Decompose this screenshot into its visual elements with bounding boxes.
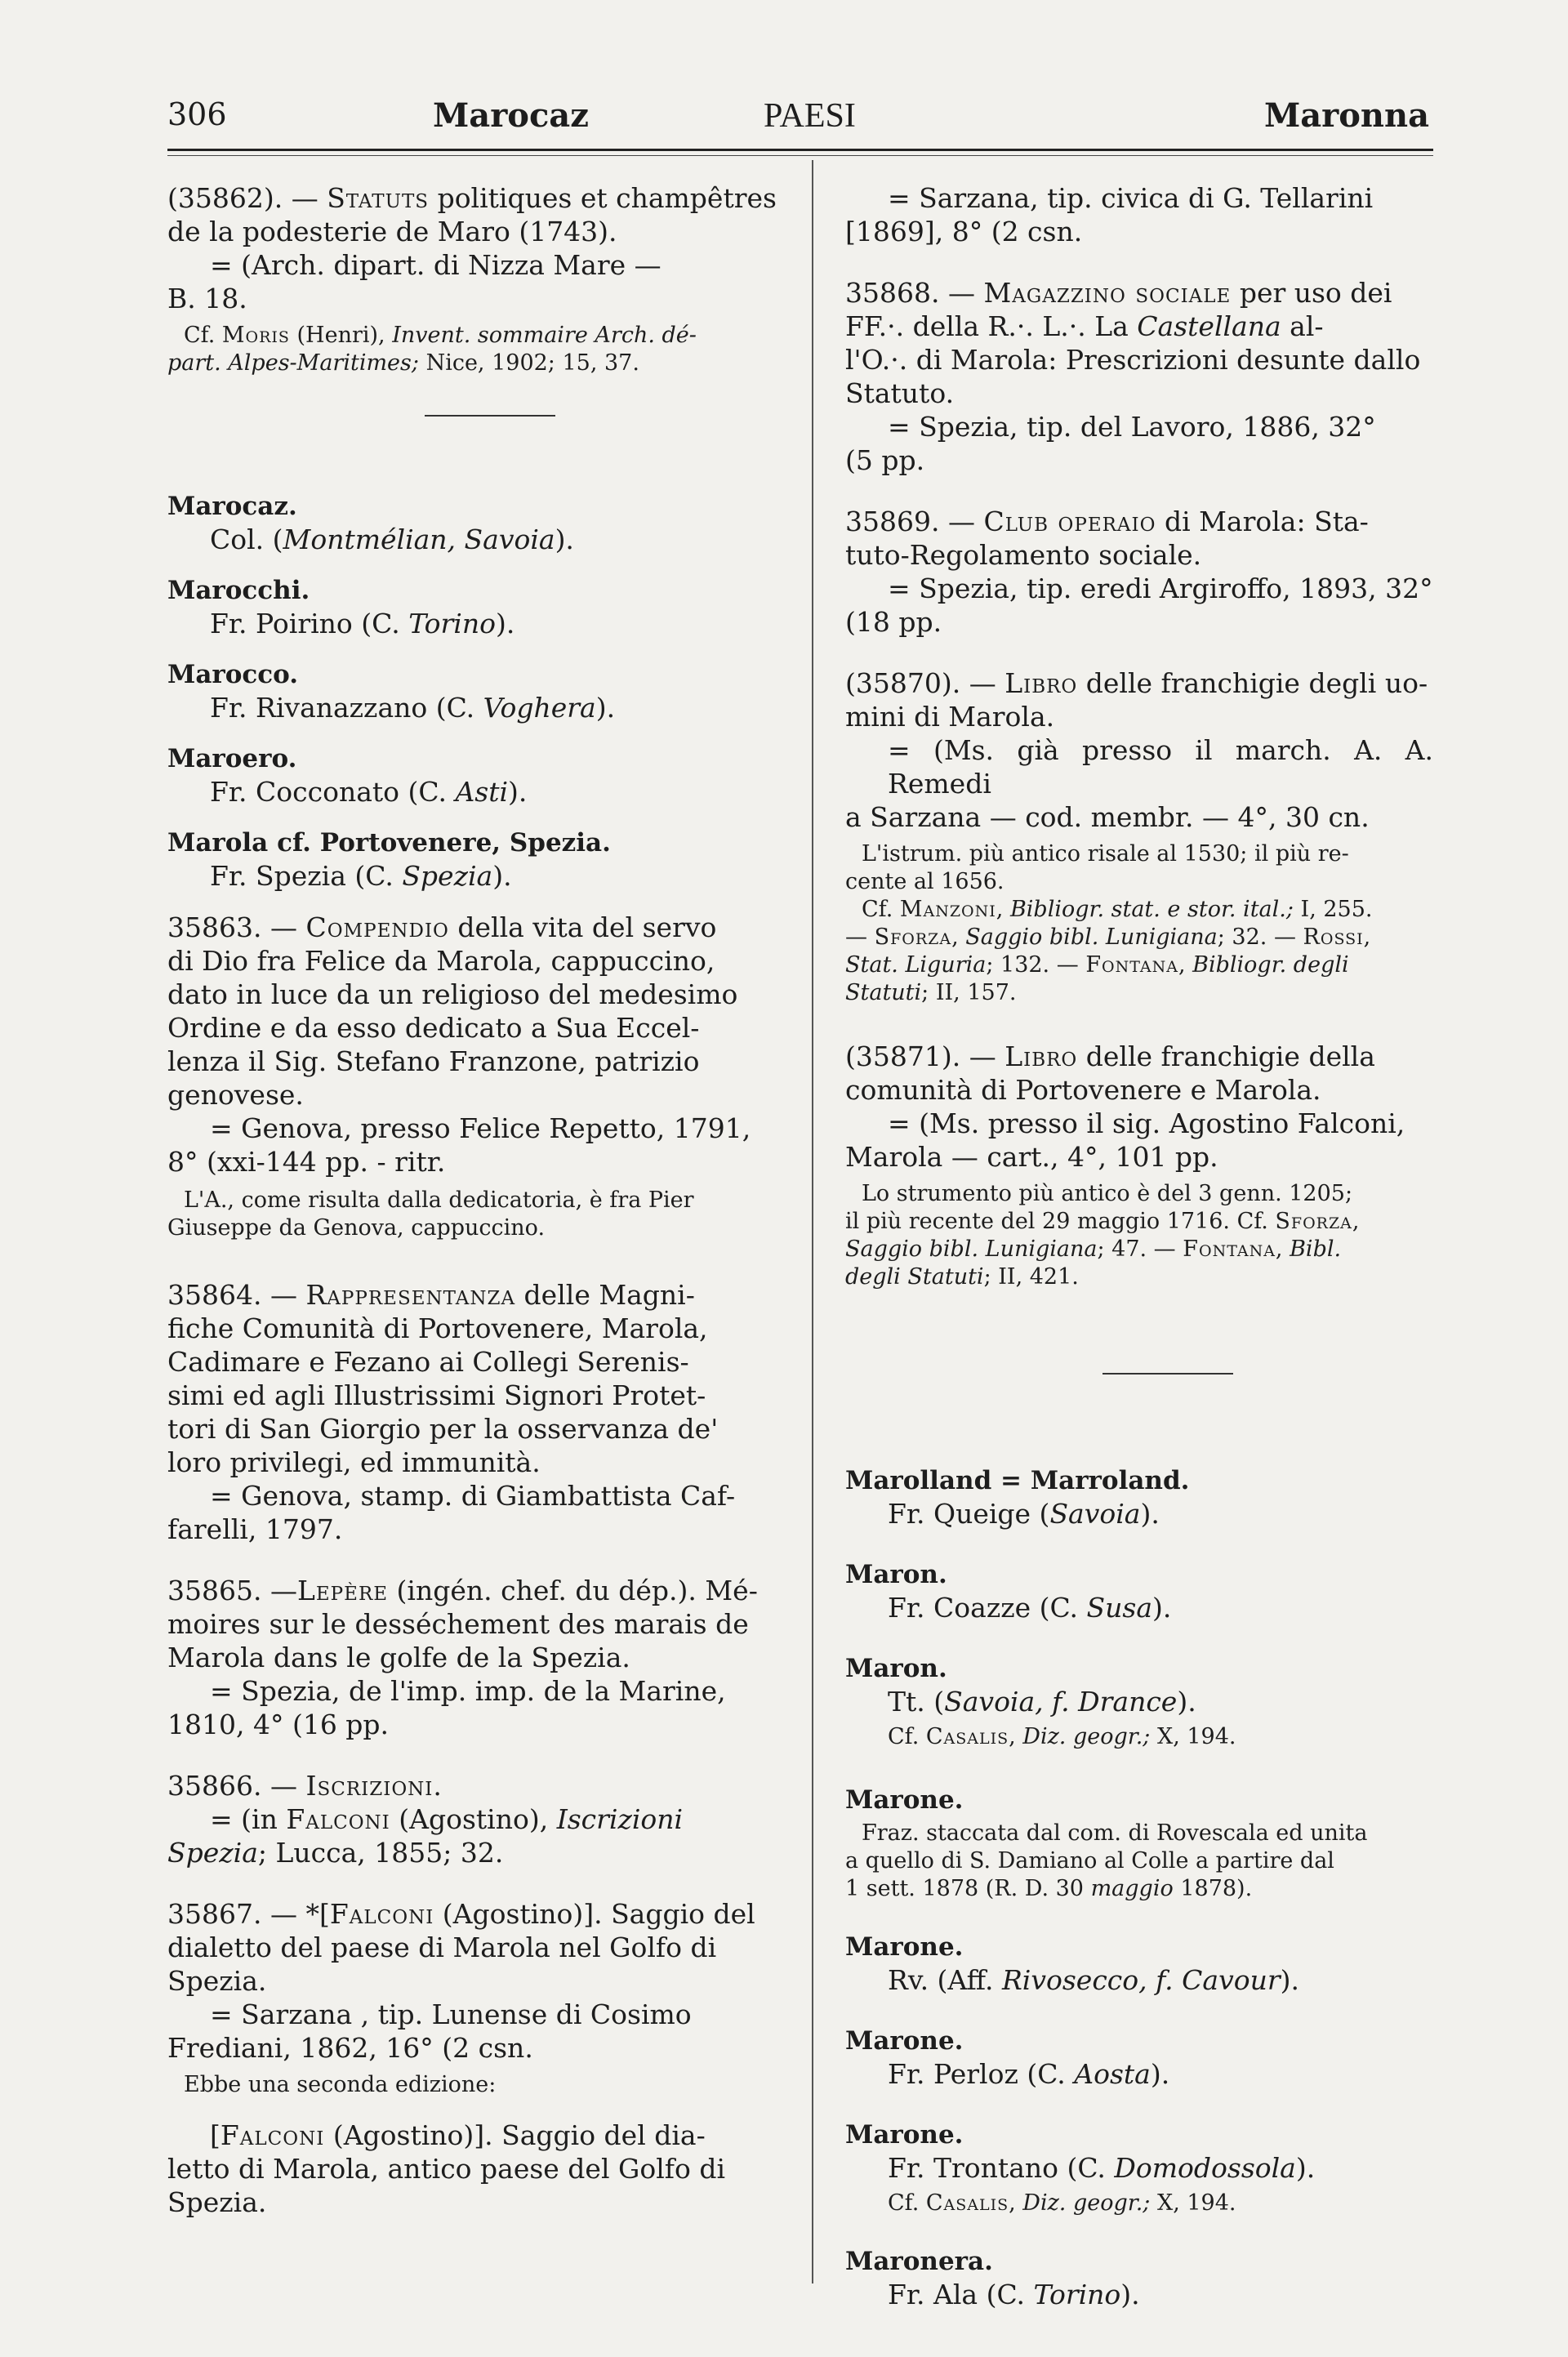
- headword-maronera: Maronera. Fr. Ala (C. Torino).: [845, 2247, 1140, 2310]
- headword-marola: Marola cf. Portovenere, Spezia. Fr. Spezia (C. Spezia).: [167, 828, 611, 892]
- entry-35868: 35868. — Magazzino sociale per uso dei FF.·. della R.·. L.·. La Castellana al- l'O.·. di Marola: Prescrizioni desunte dallo Statuto. = Spezia, tip. del Lavoro, 1886, 32° (5 pp.: [845, 277, 1421, 476]
- headword-marone-2: Marone. Rv. (Aff. Rivosecco, f. Cavour).: [845, 1932, 1299, 1996]
- separator: [1102, 1373, 1233, 1375]
- entry-35865: 35865. —Lepère (ingén. chef. du dép.). Mé- moires sur le desséchement des marais de Marola dans le golfe de la Spezia. = Spezia, de l'imp. imp. de la Marine, 1810, 4° (16 pp.: [167, 1575, 758, 1740]
- left-running-word: Marocaz: [433, 96, 589, 135]
- entry-continuation: = Sarzana, tip. civica di G. Tellarini [1869], 8° (2 csn.: [845, 182, 1374, 247]
- headword-marocco: Marocco. Fr. Rivanazzano (C. Voghera).: [167, 660, 616, 724]
- entry-35871-note: Lo strumento più antico è del 3 genn. 1205; il più recente del 29 maggio 1716. Cf. Sforza, Saggio bibl. Lunigiana; 47. — Fontana, Bibl. degli Statuti; II, 421.: [845, 1181, 1360, 1290]
- entry-35870-note: L'istrum. più antico risale al 1530; il più re- cente al 1656. Cf. Manzoni, Bibliogr. stat. e stor. ital.; I, 255. — Sforza, Saggio bibl. Lunigiana; 32. — Rossi, Stat. Liguria; 132. — Fontana, Bibliogr. degli Statuti; II, 157.: [845, 841, 1373, 1005]
- entry-35863-note: L'A., come risulta dalla dedicatoria, è fra Pier Giuseppe da Genova, cappuccino.: [167, 1187, 694, 1241]
- headword-maroero: Maroero. Fr. Cocconato (C. Asti).: [167, 744, 528, 808]
- entry-35869: 35869. — Club operaio di Marola: Sta- tuto-Regolamento sociale. = Spezia, tip. eredi Argiroffo, 1893, 32° (18 pp.: [845, 506, 1433, 638]
- separator: [425, 415, 555, 417]
- right-column: [845, 181, 1433, 2311]
- entry-35862-note: Cf. Moris (Henri), Invent. sommaire Arch. dé- part. Alpes-Maritimes; Nice, 1902; 15, 37.: [167, 323, 697, 376]
- headword-marocchi: Marocchi. Fr. Poirino (C. Torino).: [167, 576, 515, 639]
- header-rule-thin: [167, 155, 1433, 156]
- headword-marolland: Marolland = Marroland. Fr. Queige (Savoia).: [845, 1466, 1190, 1530]
- entry-35864: 35864. — Rappresentanza delle Magni- fiche Comunità di Portovenere, Marola, Cadimare e Fezano ai Collegi Serenis- simi ed agli Illustrissimi Signori Protet- tori di San Giorgio per la osservanza de' loro privilegi, ed immunità. = Genova, stamp. di Giambattista Caf- farelli, 1797.: [167, 1279, 736, 1545]
- page-number: 306: [167, 96, 227, 132]
- entry-35867-reprint: [Falconi (Agostino)]. Saggio del dia- letto di Marola, antico paese del Golfo di Spezia.: [167, 2119, 726, 2218]
- entry-35867-note: Ebbe una seconda edizione:: [184, 2072, 497, 2097]
- headword-marone-3: Marone. Fr. Perloz (C. Aosta).: [845, 2026, 1170, 2090]
- headword-marone-4: Marone. Fr. Trontano (C. Domodossola). Cf. Casalis, Diz. geogr.; X, 194.: [845, 2120, 1316, 2216]
- headword-maron-1: Maron. Fr. Coazze (C. Susa).: [845, 1560, 1172, 1624]
- entry-35863: 35863. — Compendio della vita del servo di Dio fra Felice da Marola, cappuccino, dato in luce da un religioso del medesimo Ordine e da esso dedicato a Sua Eccel- lenza il Sig. Stefano Franzone, patrizio genovese. = Genova, presso Felice Repetto, 1791, 8° (xxi-144 pp. - ritr.: [167, 911, 751, 1178]
- page-header: [167, 96, 1429, 145]
- entry-35862: (35862). — Statuts politiques et champêtres de la podesterie de Maro (1743). = (Arch. dipart. di Nizza Mare — B. 18.: [167, 182, 777, 314]
- headword-maron-2: Maron. Tt. (Savoia, f. Drance). Cf. Casalis, Diz. geogr.; X, 194.: [845, 1654, 1236, 1749]
- section-title: PAESI: [764, 97, 856, 135]
- entry-35867: 35867. — *[Falconi (Agostino)]. Saggio del dialetto del paese di Marola nel Golfo di Spezia. = Sarzana , tip. Lunense di Cosimo Frediani, 1862, 16° (2 csn.: [167, 1898, 755, 2064]
- entry-35866: 35866. — Iscrizioni. = (in Falconi (Agostino), Iscrizioni Spezia; Lucca, 1855; 32.: [167, 1770, 684, 1869]
- column-divider: [812, 160, 813, 2283]
- left-column: [167, 181, 800, 2219]
- headword-marone-1: Marone. Fraz. staccata dal com. di Rovescala ed unita a quello di S. Damiano al Colle a partire dal 1 sett. 1878 (R. D. 30 maggio 1878).: [845, 1785, 1368, 1901]
- entry-35870: (35870). — Libro delle franchigie degli uo- mini di Marola. = (Ms. già presso il march. A. A. Remedi a Sarzana — cod. membr. — 4°, 30 cn.: [845, 667, 1433, 833]
- headword-marocaz: Marocaz. Col. (Montmélian, Savoia).: [167, 492, 574, 555]
- entry-35871: (35871). — Libro delle franchigie della comunità di Portovenere e Marola. = (Ms. presso il sig. Agostino Falconi, Marola — cart., 4°, 101 pp.: [845, 1040, 1405, 1173]
- header-rule: [167, 149, 1433, 151]
- right-running-word: Maronna: [1263, 96, 1429, 135]
